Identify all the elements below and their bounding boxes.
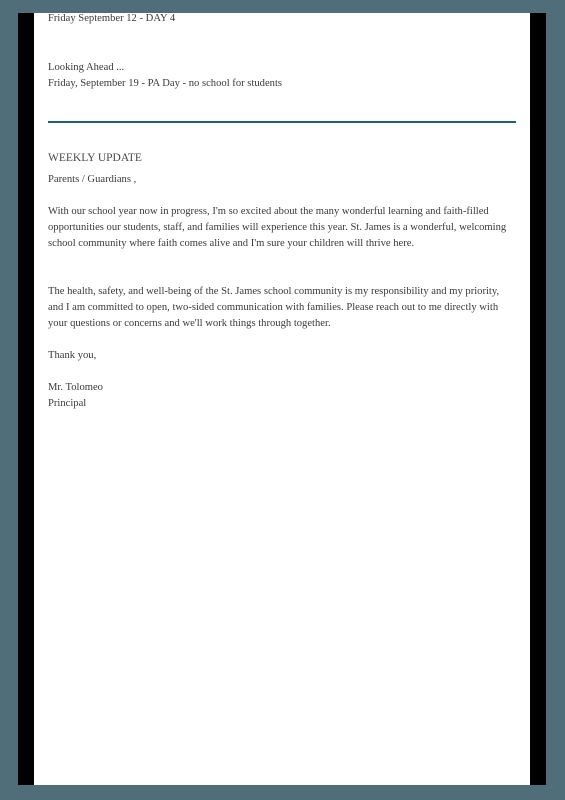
date-line: Friday September 12 - DAY 4 [48,13,176,24]
signature-name: Mr. Tolomeo [48,382,103,393]
looking-ahead-item: Friday, September 19 - PA Day - no school for students [48,78,283,89]
looking-ahead-title: Looking Ahead ... [48,62,125,73]
salutation: Parents / Guardians , [48,174,137,185]
closing-text: Thank you, [48,350,97,361]
paragraph-1: With our school year now in progress, I'm so excited about the many wonderful learning and faith-filled opportunities our students, staff, and families will experience this year. St. James is a wonderful, welcoming school community where faith comes alive and I'm sure your children will thrive here. [48,206,507,249]
weekly-update-heading: WEEKLY UPDATE [48,152,142,164]
section-divider [48,121,516,123]
paragraph-2: The health, safety, and well-being of the St. James school community is my responsibility and my priority, and I am committed to open, two-sided communication with families. Please reach out to me directly with your questions or concerns and we'll work things through together. [48,286,500,329]
signature-title: Principal [48,398,87,409]
document-page [34,13,530,785]
